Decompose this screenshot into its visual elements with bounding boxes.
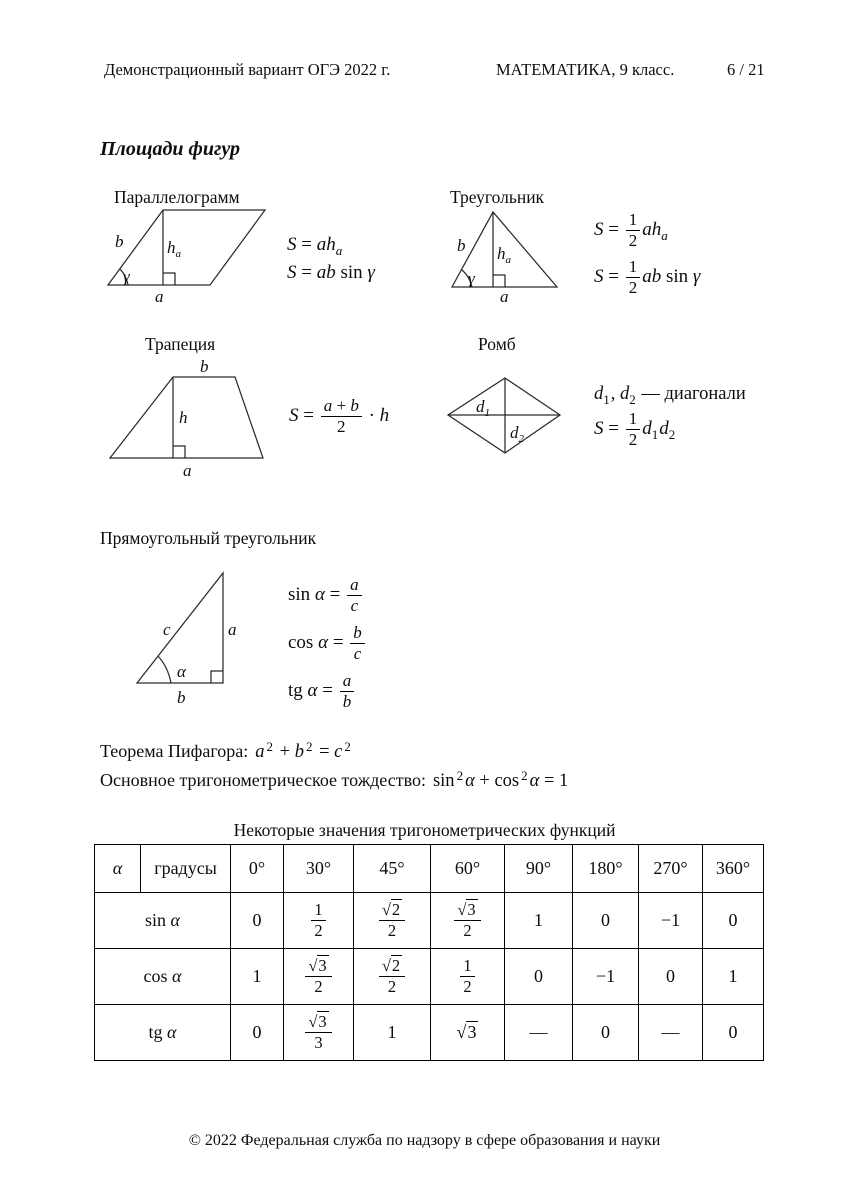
table-header-cell: 360° [703, 845, 764, 893]
table-header-cell: градусы [141, 845, 231, 893]
page-number: 6 / 21 [727, 60, 765, 79]
trapezoid-label: Трапеция [145, 334, 216, 354]
row-label-cell: tg α [95, 1005, 231, 1061]
label-a: a [155, 287, 164, 306]
right-angle-mark [211, 671, 223, 683]
row-label-cell: sin α [95, 893, 231, 949]
table-cell: 0 [573, 1005, 639, 1061]
table-cell: √3 [431, 1005, 505, 1061]
table-cell: 0 [639, 949, 703, 1005]
triangle-label: Треугольник [450, 187, 545, 207]
table-header-cell: 60° [431, 845, 505, 893]
label-h-a: $h_a$ [497, 244, 511, 266]
table-cell: 1 [703, 949, 764, 1005]
parallelogram-formulas [287, 231, 375, 287]
table-cell: 1 [354, 1005, 431, 1061]
right-triangle-figure [133, 560, 245, 708]
rhombus-formula: S = $\frac{1}{2}$ $d_1d_2$ [594, 409, 676, 450]
table-header-cell: 270° [639, 845, 703, 893]
header-subject: МАТЕМАТИКА, 9 класс. [496, 60, 675, 79]
parallelogram-figure [93, 205, 273, 305]
table-cell: −1 [639, 893, 703, 949]
label-alpha: α [177, 662, 186, 681]
cosine-formula: cos α = $\frac{b}{c}$ [288, 624, 367, 664]
table-cell: — [505, 1005, 573, 1061]
table-cell: $\frac{√3}{2}$ [431, 893, 505, 949]
right-triangle-label: Прямоугольный треугольник [100, 528, 317, 548]
table-cell: — [639, 1005, 703, 1061]
right-angle-mark [493, 275, 505, 287]
trig-table-body [95, 893, 764, 1061]
table-cell: $\frac{1}{2}$ [284, 893, 354, 949]
table-row [95, 893, 764, 949]
label-b: b [457, 236, 466, 255]
table-cell: 0 [231, 893, 284, 949]
table-header-cell: 45° [354, 845, 431, 893]
label-b: b [200, 357, 209, 376]
table-cell: 0 [505, 949, 573, 1005]
table-cell: 1 [231, 949, 284, 1005]
trapezoid-figure [93, 355, 268, 480]
trig-values-table [94, 844, 764, 1061]
trig-table-head-row [95, 845, 764, 893]
rhombus-figure [446, 372, 564, 457]
table-cell: $\frac{√2}{2}$ [354, 949, 431, 1005]
label-a: a [183, 461, 192, 480]
header-variant-title: Демонстрационный вариант ОГЭ 2022 г. [104, 60, 391, 79]
table-row [95, 949, 764, 1005]
label-h-a: $h_a$ [167, 238, 181, 260]
table-cell: $\frac{√2}{2}$ [354, 893, 431, 949]
identity-equation: sin $^2$ α + cos $^2$ α = 1 [432, 768, 569, 791]
table-cell: 0 [231, 1005, 284, 1061]
right-angle-mark [163, 273, 175, 285]
table-cell: −1 [573, 949, 639, 1005]
identity-statement [100, 768, 568, 792]
table-cell: $\frac{√3}{2}$ [284, 949, 354, 1005]
table-row [95, 1005, 764, 1061]
label-a: a [500, 287, 509, 306]
table-cell: 0 [703, 1005, 764, 1061]
formula-area-sine: S = ab sin γ [287, 262, 375, 283]
label-h: h [179, 408, 188, 427]
footer-copyright: © 2022 Федеральная служба по надзору в сфере образования и науки [188, 1132, 661, 1149]
formula-area-sine: S = $\frac{1}{2}$ ab sin γ [594, 256, 701, 298]
page-title: Площади фигур [100, 138, 240, 160]
label-gamma: γ [123, 267, 130, 286]
row-label-cell: cos α [95, 949, 231, 1005]
trapezoid-formula: S = $\frac{a + b}{2}$ · h [289, 396, 390, 437]
parallelogram-label: Параллелограмм [114, 187, 240, 207]
label-c: c [163, 620, 171, 639]
formula-area-height: $S = ah_a$ [287, 234, 343, 258]
table-header-cell: α [95, 845, 141, 893]
label-b: b [177, 688, 186, 707]
sine-formula: sin α = $\frac{a}{c}$ [288, 576, 364, 616]
rhombus-label: Ромб [478, 334, 516, 354]
table-header-cell: 90° [505, 845, 573, 893]
pythagoras-label: Теорема Пифагора: [100, 741, 249, 761]
table-title: Некоторые значения тригонометрических функций [233, 820, 616, 840]
rhombus-note: $d_1$, $d_2$ — диагонали [594, 384, 746, 407]
formula-area-height: S = $\frac{1}{2}$ $ah_a$ [594, 210, 668, 251]
table-header-cell: 0° [231, 845, 284, 893]
label-d2: $d_2$ [510, 423, 524, 445]
label-d1: $d_1$ [476, 397, 490, 419]
table-cell: 1 [505, 893, 573, 949]
table-header-cell: 180° [573, 845, 639, 893]
triangle-figure [448, 207, 563, 305]
pythagoras-statement [100, 739, 353, 763]
label-gamma: γ [468, 269, 475, 288]
right-angle-mark [173, 446, 185, 458]
identity-label: Основное тригонометрическое тождество: [100, 770, 426, 790]
table-cell: $\frac{√3}{3}$ [284, 1005, 354, 1061]
triangle-formulas [594, 211, 700, 297]
angle-arc [158, 656, 171, 683]
tangent-formula: tg α = $\frac{a}{b}$ [288, 672, 356, 712]
label-a: a [228, 620, 237, 639]
label-b: b [115, 232, 124, 251]
table-cell: 0 [703, 893, 764, 949]
pythagoras-equation: a $^2$ + b $^2$ = c $^2$ [255, 739, 351, 762]
table-cell: 0 [573, 893, 639, 949]
table-cell: $\frac{1}{2}$ [431, 949, 505, 1005]
parallelogram-outline [108, 210, 265, 285]
table-header-cell: 30° [284, 845, 354, 893]
